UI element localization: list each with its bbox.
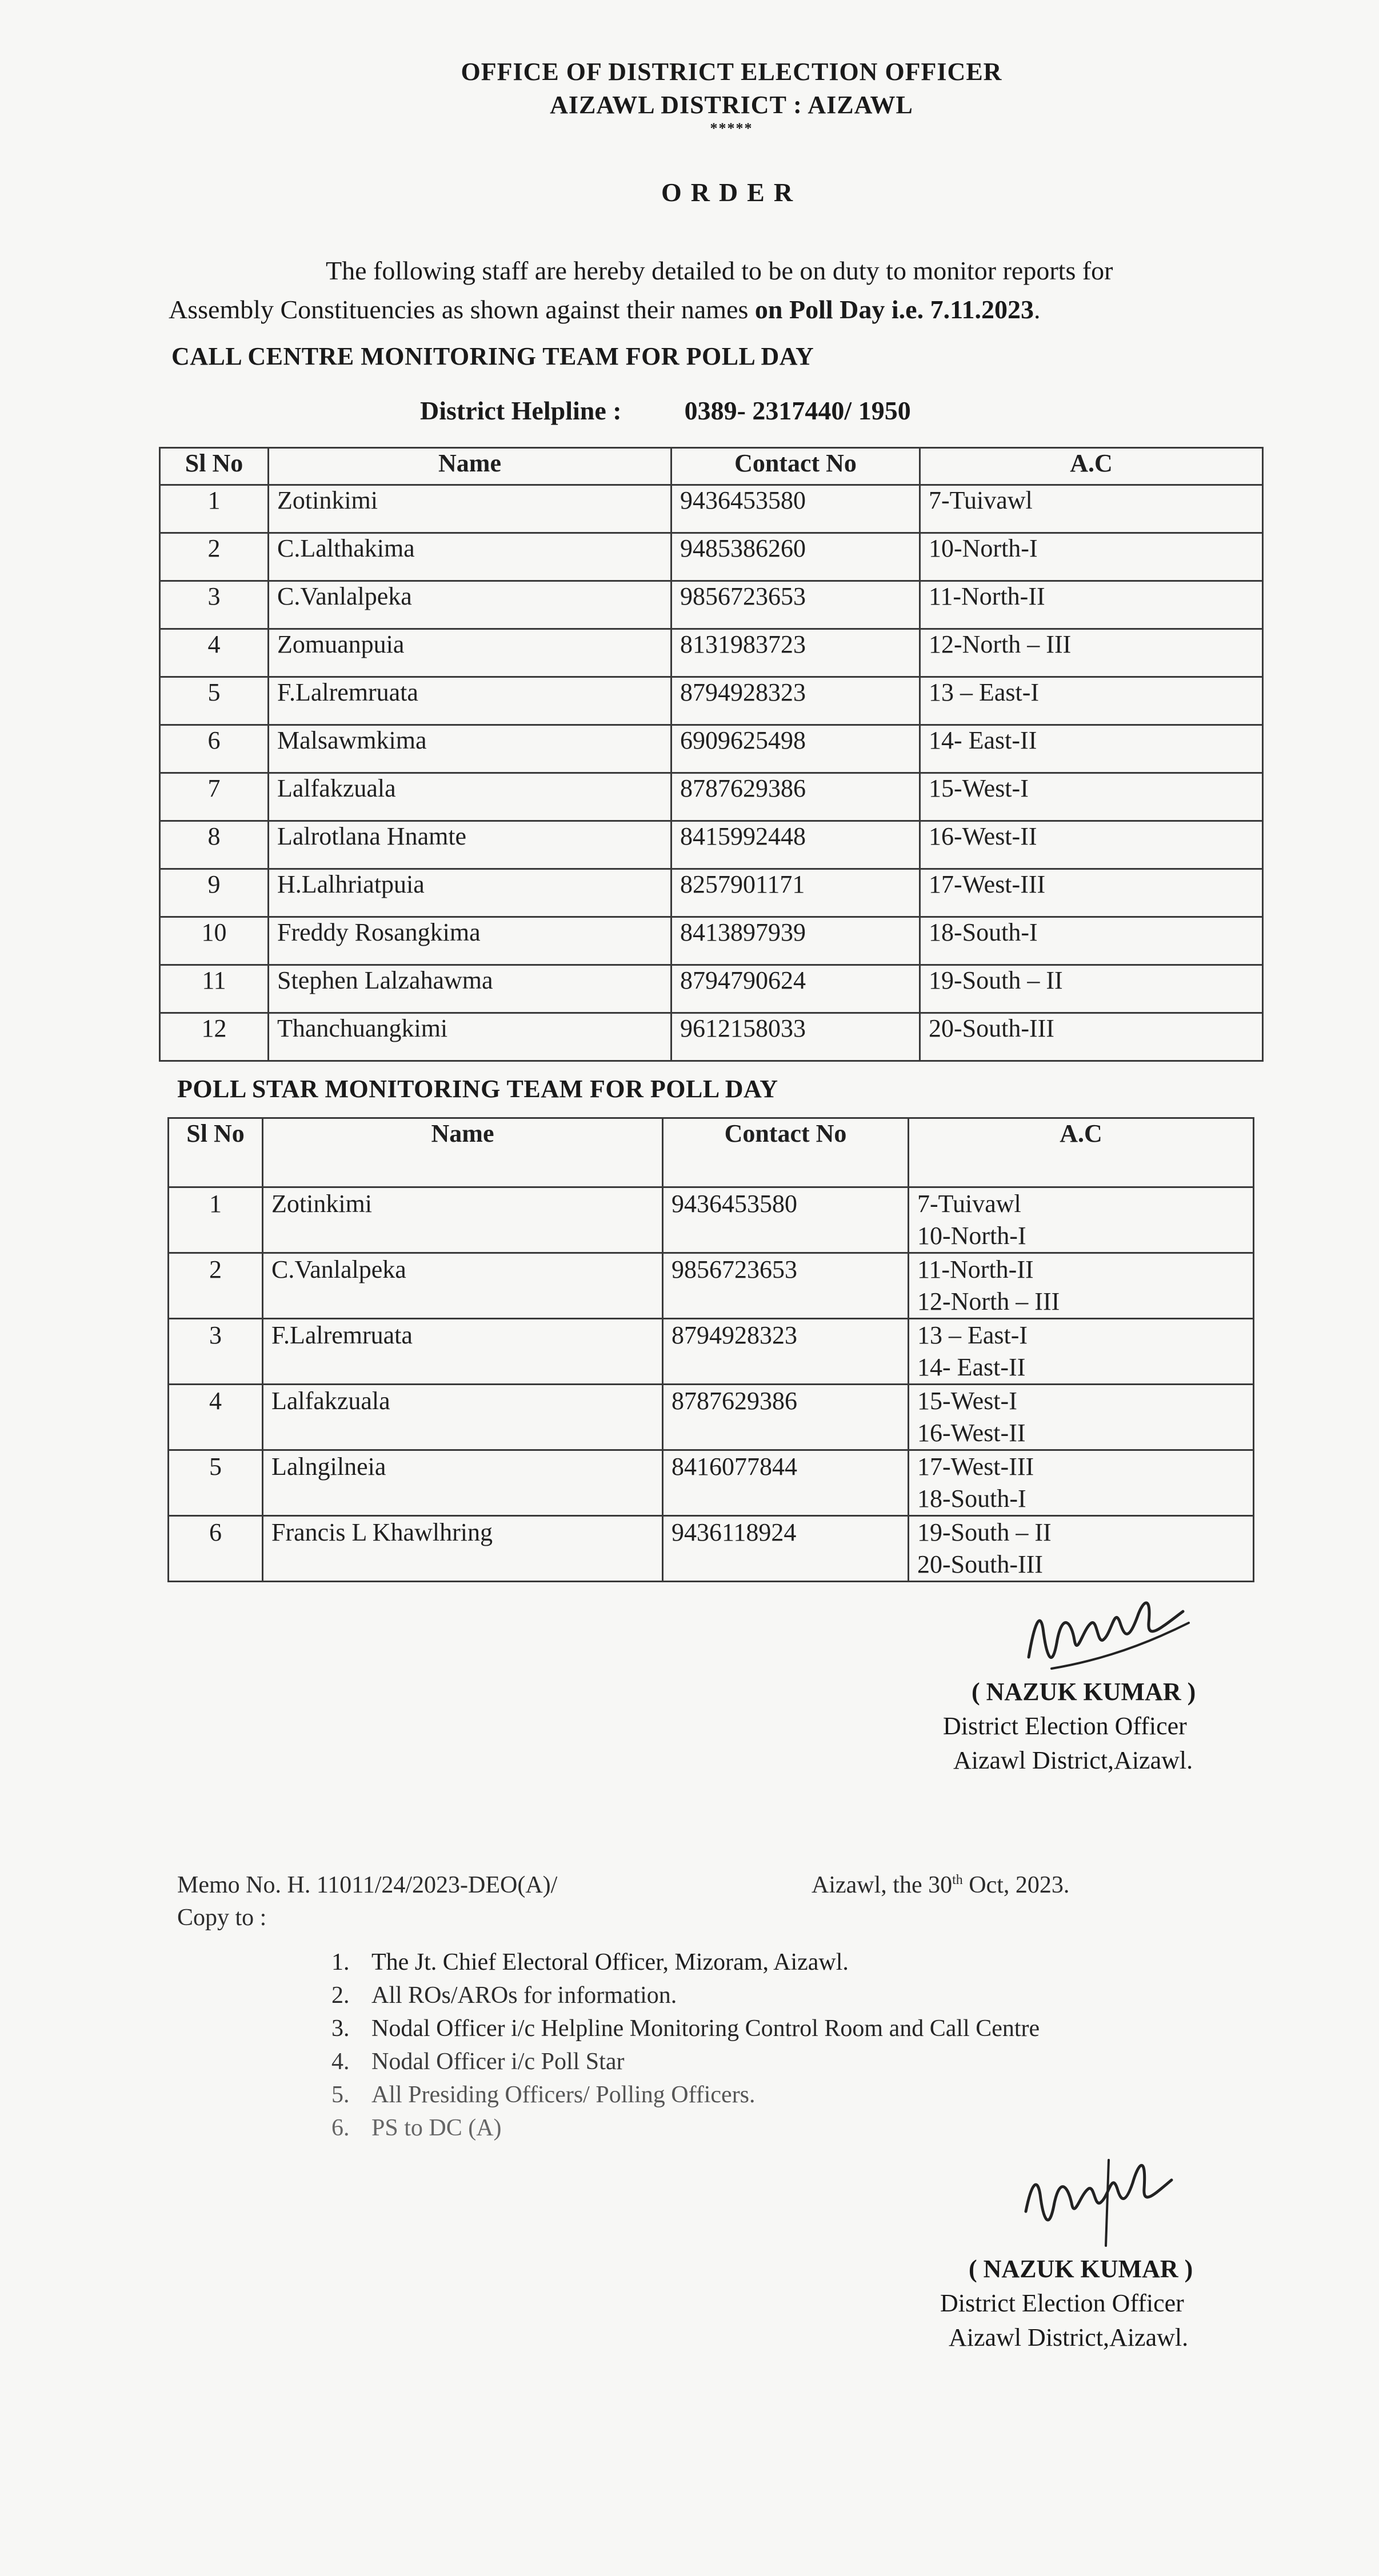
order-heading: ORDER [661,178,802,207]
intro-period: . [1034,295,1041,324]
list-number: 2. [331,1982,350,2009]
contact-cell: 8794790624 [671,965,920,1013]
list-item [331,1946,1040,1979]
column-header: Name [263,1118,663,1187]
header-stars: ***** [710,120,753,137]
poll-star-heading: POLL STAR MONITORING TEAM FOR POLL DAY [177,1075,778,1103]
office-subtitle: AIZAWL DISTRICT : AIZAWL [550,91,913,119]
signature-handwriting [1017,1589,1200,1686]
intro-line-2 [169,290,1300,329]
table-row [160,917,1263,965]
sl-no-cell: 11 [160,965,269,1013]
contact-cell: 8415992448 [671,821,920,869]
copy-to-label: Copy to : [177,1905,267,1931]
contact-cell: 9485386260 [671,533,920,581]
contact-cell: 8794928323 [663,1319,909,1385]
list-text: All ROs/AROs for information. [371,1982,677,2009]
column-header: A.C [909,1118,1254,1187]
list-item [331,2078,1040,2111]
sl-no-cell: 3 [160,581,269,629]
contact-cell: 8416077844 [663,1450,909,1516]
list-number: 6. [331,2115,350,2141]
signatory-designation: District Election Officer [940,2289,1184,2317]
column-header: Contact No [671,448,920,485]
ac-line: 20-South-III [917,1550,1043,1578]
name-cell: C.Vanlalpeka [269,581,671,629]
ac-line: 14- East-II [917,1353,1026,1381]
memo-date-sup: th [952,1873,963,1887]
name-cell: Zomuanpuia [269,629,671,677]
column-header: Contact No [663,1118,909,1187]
table-row [160,629,1263,677]
list-item [331,2111,1040,2145]
district-helpline [420,395,911,426]
contact-cell: 8131983723 [671,629,920,677]
ac-line: 18-South-I [917,1485,1026,1513]
office-title: OFFICE OF DISTRICT ELECTION OFFICER [461,58,1002,86]
list-number: 1. [331,1949,350,1975]
ac-cell: 16-West-II [920,821,1263,869]
ac-cell: 19-South – II [920,965,1263,1013]
table-header-row [169,1118,1254,1187]
contact-cell: 9612158033 [671,1013,920,1061]
contact-cell: 8787629386 [671,773,920,821]
sl-no-cell: 6 [169,1516,263,1582]
contact-cell: 9856723653 [663,1253,909,1319]
ac-cell: 17-West-III [920,869,1263,917]
sl-no-cell: 1 [160,485,269,533]
name-cell: F.Lalremruata [269,677,671,725]
table-row [160,773,1263,821]
helpline-number: 0389- 2317440/ 1950 [684,396,911,425]
table-row [160,725,1263,773]
ac-cell: 12-North – III [920,629,1263,677]
table-row [160,821,1263,869]
memo-number: Memo No. H. 11011/24/2023-DEO(A)/ [177,1872,558,1898]
call-centre-table [159,447,1264,1062]
sl-no-cell: 4 [160,629,269,677]
name-cell: Lalngilneia [263,1450,663,1516]
name-cell: C.Lalthakima [269,533,671,581]
ac-cell: 11-North-II [920,581,1263,629]
ac-cell: 15-West-I [920,773,1263,821]
name-cell: Zotinkimi [269,485,671,533]
sl-no-cell: 12 [160,1013,269,1061]
ac-cell [909,1385,1254,1450]
ac-line: 19-South – II [917,1518,1052,1546]
sl-no-cell: 2 [169,1253,263,1319]
call-centre-heading: CALL CENTRE MONITORING TEAM FOR POLL DAY [171,342,814,370]
table-row [160,533,1263,581]
list-number: 5. [331,2082,350,2108]
ac-cell [909,1516,1254,1582]
name-cell: H.Lalhriatpuia [269,869,671,917]
list-text: All Presiding Officers/ Polling Officers. [371,2082,756,2108]
table-row [160,485,1263,533]
contact-cell: 9436453580 [663,1187,909,1253]
contact-cell: 8257901171 [671,869,920,917]
ac-line: 11-North-II [917,1255,1034,1283]
table-row [169,1385,1254,1450]
list-number: 4. [331,2049,350,2075]
memo-date-suffix: Oct, 2023. [962,1872,1070,1898]
intro-paragraph [169,251,1300,329]
list-number: 3. [331,2015,350,2042]
column-header: Sl No [160,448,269,485]
table-row [169,1253,1254,1319]
column-header: A.C [920,448,1263,485]
sl-no-cell: 7 [160,773,269,821]
sl-no-cell: 1 [169,1187,263,1253]
name-cell: Stephen Lalzahawma [269,965,671,1013]
contact-cell: 8794928323 [671,677,920,725]
signatory-district: Aizawl District,Aizawl. [953,1746,1193,1774]
name-cell: Thanchuangkimi [269,1013,671,1061]
ac-cell [909,1450,1254,1516]
list-text: The Jt. Chief Electoral Officer, Mizoram, Aizawl. [371,1949,849,1975]
sl-no-cell: 5 [169,1450,263,1516]
list-text: Nodal Officer i/c Poll Star [371,2049,625,2075]
ac-cell: 13 – East-I [920,677,1263,725]
intro-text: Assembly Constituencies as shown against their names [169,295,749,324]
table-row [160,677,1263,725]
table-row [160,965,1263,1013]
ac-line: 7-Tuivawl [917,1190,1021,1218]
sl-no-cell: 4 [169,1385,263,1450]
name-cell: Lalfakzuala [269,773,671,821]
name-cell: C.Vanlalpeka [263,1253,663,1319]
list-text: PS to DC (A) [371,2115,502,2141]
sl-no-cell: 6 [160,725,269,773]
ac-cell: 20-South-III [920,1013,1263,1061]
signatory-name: ( NAZUK KUMAR ) [972,1678,1196,1706]
name-cell: F.Lalremruata [263,1319,663,1385]
table-row [169,1450,1254,1516]
name-cell: Francis L Khawlhring [263,1516,663,1582]
copy-list [331,1946,1040,2145]
table-row [160,581,1263,629]
ac-cell [909,1253,1254,1319]
table-row [160,869,1263,917]
contact-cell: 8413897939 [671,917,920,965]
poll-day-date: on Poll Day i.e. 7.11.2023 [754,295,1034,324]
table-header-row [160,448,1263,485]
memo-date-prefix: Aizawl, the 30 [812,1872,953,1898]
sl-no-cell: 10 [160,917,269,965]
list-item [331,2012,1040,2045]
ac-line: 15-West-I [917,1387,1017,1415]
ac-line: 10-North-I [917,1222,1026,1250]
signature-handwriting [1012,2149,1183,2257]
column-header: Sl No [169,1118,263,1187]
name-cell: Lalrotlana Hnamte [269,821,671,869]
intro-line-1: The following staff are hereby detailed to be on duty to monitor reports for [326,256,1113,285]
contact-cell: 9436453580 [671,485,920,533]
contact-cell: 6909625498 [671,725,920,773]
contact-cell: 9436118924 [663,1516,909,1582]
ac-line: 17-West-III [917,1453,1034,1481]
ac-cell: 10-North-I [920,533,1263,581]
signatory-name: ( NAZUK KUMAR ) [969,2255,1193,2283]
contact-cell: 9856723653 [671,581,920,629]
memo-date [812,1871,1069,1899]
signatory-designation: District Election Officer [943,1712,1187,1740]
sl-no-cell: 8 [160,821,269,869]
list-item [331,1979,1040,2012]
table-row [169,1319,1254,1385]
ac-cell [909,1187,1254,1253]
table-row [169,1516,1254,1582]
name-cell: Lalfakzuala [263,1385,663,1450]
poll-star-table [167,1117,1254,1582]
ac-cell: 18-South-I [920,917,1263,965]
sl-no-cell: 3 [169,1319,263,1385]
contact-cell: 8787629386 [663,1385,909,1450]
list-text: Nodal Officer i/c Helpline Monitoring Control Room and Call Centre [371,2015,1040,2042]
ac-line: 16-West-II [917,1419,1026,1447]
name-cell: Freddy Rosangkima [269,917,671,965]
column-header: Name [269,448,671,485]
sl-no-cell: 9 [160,869,269,917]
ac-line: 12-North – III [917,1287,1060,1315]
name-cell: Malsawmkima [269,725,671,773]
table-row [169,1187,1254,1253]
table-row [160,1013,1263,1061]
ac-cell: 7-Tuivawl [920,485,1263,533]
ac-cell [909,1319,1254,1385]
sl-no-cell: 2 [160,533,269,581]
list-item [331,2045,1040,2078]
ac-line: 13 – East-I [917,1321,1028,1349]
name-cell: Zotinkimi [263,1187,663,1253]
ac-cell: 14- East-II [920,725,1263,773]
helpline-label: District Helpline : [420,396,622,425]
sl-no-cell: 5 [160,677,269,725]
signatory-district: Aizawl District,Aizawl. [949,2323,1189,2351]
